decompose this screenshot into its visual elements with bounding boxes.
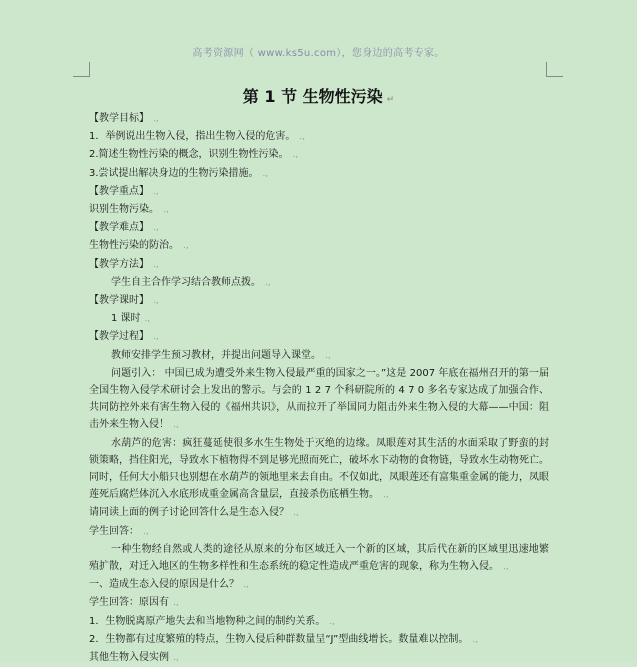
paragraph-mark-icon: ., (173, 653, 179, 664)
paragraph-mark-icon: ., (143, 526, 149, 537)
text-line (89, 504, 549, 522)
text-line-content: 教师安排学生预习教材，并提出问题导入课堂。 (111, 349, 321, 361)
text-line (89, 183, 549, 201)
text-line-content: 一种生物经自然或人类的途径从原来的分布区域迁入一个新的区域，其后代在新的区域里迅速地繁殖扩散，对迁入地区的生物多样性和生态系统的稳定性造成严重危害的现象，称为生物入侵。 (89, 543, 549, 573)
paragraph-mark-icon: ., (173, 420, 179, 431)
text-line (89, 649, 549, 667)
text-line (89, 328, 549, 346)
text-line (89, 256, 549, 274)
text-line (89, 523, 549, 541)
text-line (89, 576, 549, 594)
paragraph-mark-icon: ., (503, 562, 509, 573)
paragraph-mark-icon: ., (329, 616, 336, 627)
text-line (89, 613, 549, 631)
text-line (89, 146, 549, 164)
text-line-content: 【教学重点】 (89, 185, 149, 197)
text-line-content: 问题引入： 中国已成为遭受外来生物入侵最严重的国家之一。”这是 2007 年底在福州召开的第一届全国生物入侵学术研讨会上发出的警示。与会的 1 2 7 个科研院所的 4 7 0 多名专家达成了加强合作、共同防控外来有害生物入侵的《福州共识》，从而拉开了举国同力阻击外来生物入侵的大幕——中国：阻击外来生物入侵！ (89, 367, 549, 431)
paragraph-mark-icon: ., (243, 580, 249, 591)
text-line-content: 2.简述生物性污染的概念，识别生物性污染。 (89, 149, 289, 161)
text-line-content: 一、造成生态入侵的原因是什么？ (89, 579, 239, 591)
paragraph-mark-icon: ., (183, 241, 189, 252)
text-line-content: 学生回答：原因有 (89, 597, 169, 609)
text-line (89, 201, 549, 219)
paragraph-mark-icon: ., (173, 598, 179, 609)
text-line-content: 水葫芦的危害：疯狂蔓延使很多水生生物处于灭绝的边缘。凤眼莲对其生活的水面采取了野蛮的封锁策略，挡住阳光，导致水下植物得不到足够光照而死亡，破坏水下动物的食物链，导致水生动物死亡。同时，任何大小船只也别想在水葫芦的领地里来去自由。不仅如此，凤眼莲还有富集重金属的能力，凤眼莲死后腐烂体沉入水底形成重金属高含量层，直接杀伤底栖生物。 (89, 437, 549, 501)
text-line (89, 165, 549, 183)
paragraph-mark-icon: ., (325, 350, 331, 361)
text-line (89, 128, 549, 146)
text-line-content: 3.尝试提出解决身边的生物污染措施。 (89, 167, 259, 179)
text-line (89, 631, 549, 649)
paragraph-mark-icon: ., (163, 205, 169, 216)
paragraph-mark-icon: ., (144, 314, 151, 325)
text-line-content: 【教学方法】 (89, 258, 149, 270)
text-line-content: 1．举例说出生物入侵，指出生物入侵的危害。 (89, 131, 296, 143)
paragraph-mark-icon: ., (265, 277, 271, 288)
text-line-content: 学生回答： (89, 525, 139, 537)
text-line (89, 110, 549, 128)
text-line (89, 541, 549, 576)
text-line (89, 237, 549, 255)
paragraph-mark-icon: ., (472, 634, 479, 645)
text-line-content: 【教学难点】 (89, 222, 149, 234)
text-line-content: 1．生物脱离原产地失去和当地物种之间的制约关系。 (89, 615, 326, 627)
text-line (89, 435, 549, 505)
page-header: 高考资源网（ www.ks5u.com），您身边的高考专家。 (192, 48, 445, 59)
paragraph-mark-icon: ., (153, 259, 159, 270)
document-title-text: 第 1 节 生物性污染 (242, 87, 383, 106)
text-line (89, 347, 549, 365)
text-line-content: 识别生物污染。 (89, 204, 159, 216)
text-line-content: 【教学课时】 (89, 295, 149, 307)
text-line-content: 学生自主合作学习结合教师点拨。 (111, 276, 261, 288)
paragraph-mark-icon: ., (153, 186, 159, 197)
text-line-content: 生物性污染的防治。 (89, 240, 179, 252)
crop-mark-top-right (546, 62, 563, 77)
document-body (89, 110, 549, 667)
paragraph-mark-icon: ., (293, 508, 299, 519)
paragraph-mark-icon: ↵ (386, 95, 395, 105)
text-line (89, 292, 549, 310)
paragraph-mark-icon: ., (262, 168, 269, 179)
text-line-content: 1 课时 (111, 313, 141, 325)
text-line-content: 其他生物入侵实例 (89, 652, 169, 664)
text-line (89, 365, 549, 435)
paragraph-mark-icon: ., (153, 114, 159, 124)
document-title (0, 84, 637, 107)
paragraph-mark-icon: ., (383, 490, 389, 501)
text-line-content: 【教学目标】 (89, 113, 149, 124)
paragraph-mark-icon: ., (153, 223, 159, 234)
text-line-content: 请同读上面的例子讨论回答什么是生态入侵？ (89, 507, 289, 519)
text-line (89, 594, 549, 612)
text-line (89, 219, 549, 237)
text-line (89, 310, 549, 328)
paragraph-mark-icon: ., (299, 132, 306, 143)
text-line-content: 【教学过程】 (89, 331, 149, 343)
paragraph-mark-icon: ., (153, 296, 159, 307)
text-line (89, 274, 549, 292)
crop-mark-top-left (73, 62, 90, 77)
paragraph-mark-icon: ., (292, 150, 299, 161)
paragraph-mark-icon: ., (153, 332, 159, 343)
text-line-content: 2．生物都有过度繁殖的特点，生物入侵后种群数量呈“J”型曲线增长。数量难以控制。 (89, 633, 469, 645)
